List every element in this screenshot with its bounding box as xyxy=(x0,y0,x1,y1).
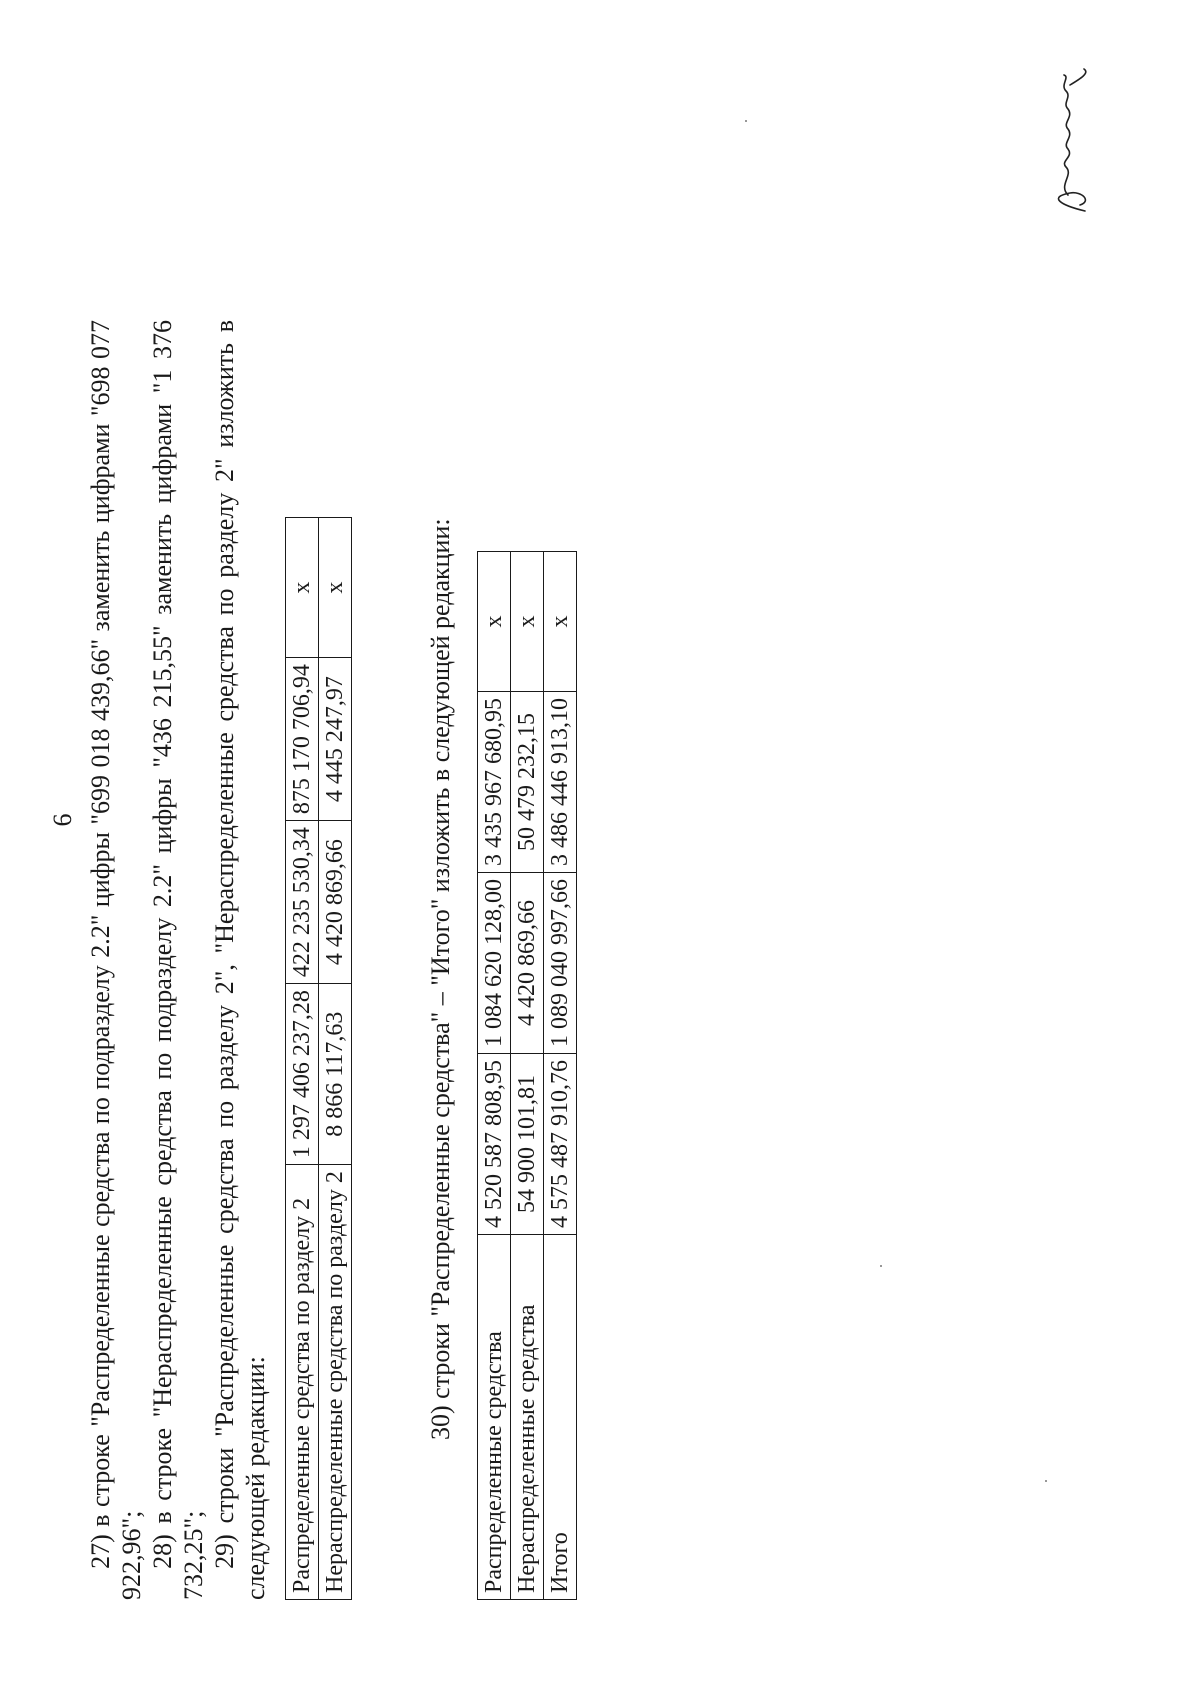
paragraph-28 xyxy=(147,320,209,1600)
cell-value-3: 50 479 232,15 xyxy=(511,692,544,873)
cell-x: x xyxy=(286,518,319,658)
row-label: Нераспределенные средства xyxy=(511,1235,544,1600)
cell-total: 4 520 587 808,95 xyxy=(478,1054,511,1235)
cell-value-3: 3 486 446 913,10 xyxy=(544,692,577,873)
table-row xyxy=(511,552,544,1600)
cell-value-2: 1 089 040 997,66 xyxy=(544,873,577,1054)
rotated-content xyxy=(30,40,1130,1600)
paragraph-30-text: 30) строки "Распределенные средства" – "Итого" изложить в следующей редакции: xyxy=(426,518,455,1440)
cell-x: x xyxy=(511,552,544,692)
cell-total: 1 297 406 237,28 xyxy=(286,984,319,1165)
scan-dot xyxy=(1045,1480,1047,1482)
cell-x: x xyxy=(319,518,352,658)
table-totals xyxy=(477,551,577,1600)
row-label: Итого xyxy=(544,1235,577,1600)
paragraph-29 xyxy=(209,320,271,1600)
cell-value-3: 4 445 247,97 xyxy=(319,658,352,821)
table-section-2 xyxy=(285,517,352,1600)
row-label: Распределенные средства по разделу 2 xyxy=(286,1165,319,1600)
row-label: Распределенные средства xyxy=(478,1235,511,1600)
cell-value-2: 422 235 530,34 xyxy=(286,821,319,984)
cell-value-3: 3 435 967 680,95 xyxy=(478,692,511,873)
page-number: 6 xyxy=(48,813,77,827)
cell-x: x xyxy=(544,552,577,692)
paragraph-30 xyxy=(425,240,456,1440)
cell-value-2: 4 420 869,66 xyxy=(319,821,352,984)
table-row xyxy=(319,518,352,1600)
cell-total: 4 575 487 910,76 xyxy=(544,1054,577,1235)
table-row xyxy=(478,552,511,1600)
table-row xyxy=(286,518,319,1600)
scan-dot xyxy=(745,120,747,122)
scan-dot xyxy=(880,1265,882,1267)
row-label: Нераспределенные средства по разделу 2 xyxy=(319,1165,352,1600)
cell-value-3: 875 170 706,94 xyxy=(286,658,319,821)
cell-total: 8 866 117,63 xyxy=(319,984,352,1165)
handwritten-signature xyxy=(1040,65,1100,215)
cell-x: x xyxy=(478,552,511,692)
cell-value-2: 1 084 620 128,00 xyxy=(478,873,511,1054)
paragraph-28-text: 28) в строке "Нераспределенные средства по подразделу 2.2" цифры "436 215,55" заменить цифрами "1 376 732,25"; xyxy=(148,320,208,1600)
paragraph-29-text: 29) строки "Распределенные средства по разделу 2", "Нераспределенные средства по разделу 2" изложить в следующей редакции: xyxy=(210,320,270,1600)
paragraph-27-text: 27) в строке "Распределенные средства по подразделу 2.2" цифры "699 018 439,66" заменить цифрами "698 077 922,96"; xyxy=(86,320,146,1600)
cell-total: 54 900 101,81 xyxy=(511,1054,544,1235)
cell-value-2: 4 420 869,66 xyxy=(511,873,544,1054)
table-row xyxy=(544,552,577,1600)
paragraph-27 xyxy=(85,320,147,1600)
